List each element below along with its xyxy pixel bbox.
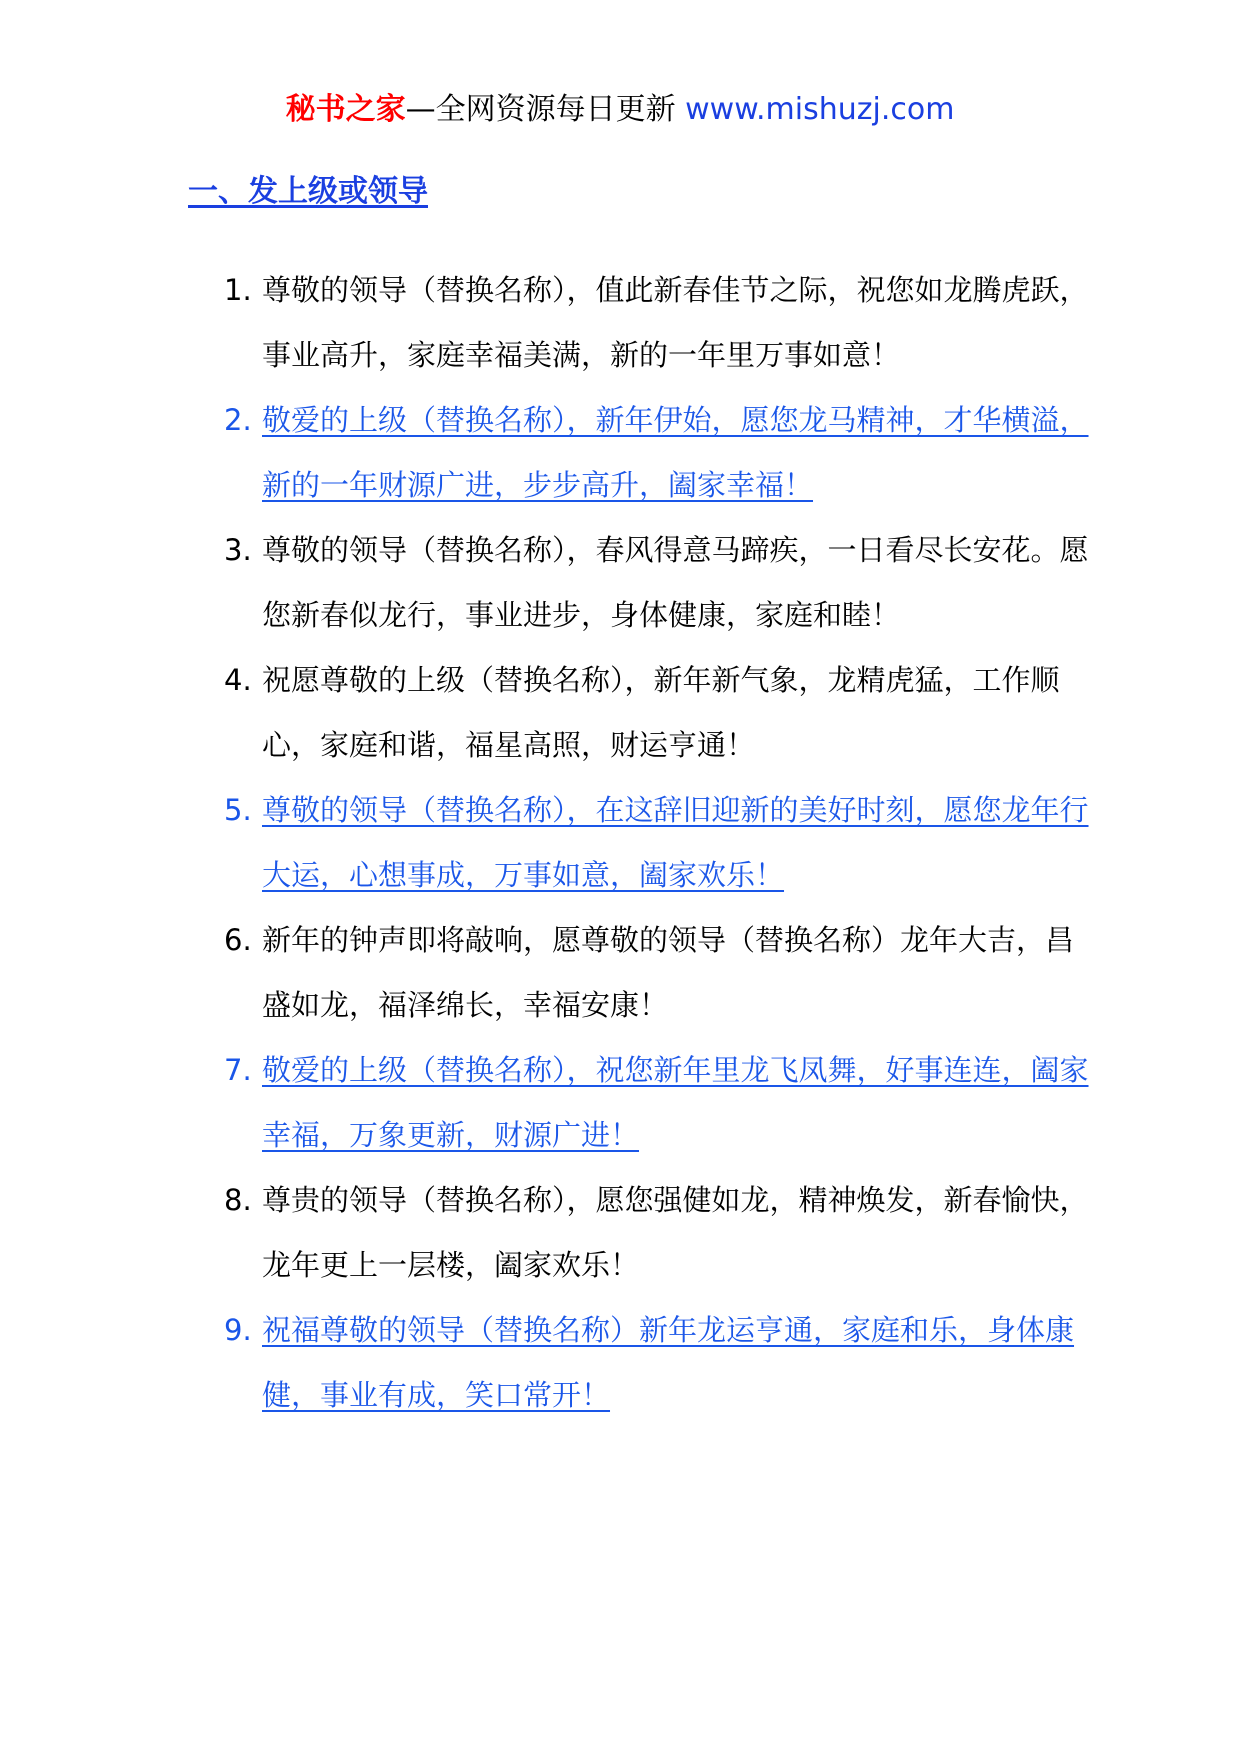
header-tagline: —全网资源每日更新	[405, 92, 686, 127]
list-item-link[interactable]	[222, 778, 1092, 908]
item-text: 尊贵的领导（替换名称），愿您强健如龙，精神焕发，新春愉快，龙年更上一层楼，阖家欢乐！	[262, 1183, 1089, 1282]
item-number: 3.	[224, 533, 252, 567]
item-text: 新年的钟声即将敲响，愿尊敬的领导（替换名称）龙年大吉，昌盛如龙，福泽绵长，幸福安康！	[262, 923, 1075, 1022]
list-item-link[interactable]	[222, 1038, 1092, 1168]
item-text: 祝愿尊敬的上级（替换名称），新年新气象，龙精虎猛，工作顺心，家庭和谐，福星高照，财运亨通！	[262, 663, 1060, 762]
list-item	[222, 258, 1092, 388]
item-number: 4.	[224, 663, 252, 697]
list-item	[222, 648, 1092, 778]
item-text: 尊敬的领导（替换名称），值此新春佳节之际，祝您如龙腾虎跃，事业高升，家庭幸福美满，新的一年里万事如意！	[262, 273, 1089, 372]
list-item	[222, 1168, 1092, 1298]
page-header	[0, 90, 1240, 130]
list-item-link[interactable]	[222, 388, 1092, 518]
item-text[interactable]: 敬爱的上级（替换名称），祝您新年里龙飞凤舞，好事连连，阖家幸福，万象更新，财源广进！	[262, 1053, 1089, 1152]
list-item-link[interactable]	[222, 1298, 1092, 1428]
item-text[interactable]: 敬爱的上级（替换名称），新年伊始，愿您龙马精神，才华横溢，新的一年财源广进，步步高升，阖家幸福！	[262, 403, 1089, 502]
item-number: 9.	[224, 1313, 252, 1347]
greeting-list	[222, 258, 1122, 1428]
item-number: 5.	[224, 793, 252, 827]
item-number: 2.	[224, 403, 252, 437]
item-number: 7.	[224, 1053, 252, 1087]
list-item	[222, 518, 1092, 648]
item-number: 1.	[224, 273, 252, 307]
item-number: 6.	[224, 923, 252, 957]
site-url[interactable]: www.mishuzj.com	[685, 92, 955, 127]
item-text[interactable]: 尊敬的领导（替换名称），在这辞旧迎新的美好时刻，愿您龙年行大运，心想事成，万事如意，阖家欢乐！	[262, 793, 1089, 892]
item-number: 8.	[224, 1183, 252, 1217]
item-text[interactable]: 祝福尊敬的领导（替换名称）新年龙运亨通，家庭和乐，身体康健，事业有成，笑口常开！	[262, 1313, 1075, 1412]
brand-name: 秘书之家	[285, 92, 406, 127]
section-heading[interactable]: 一、发上级或领导	[188, 174, 428, 209]
list-item	[222, 908, 1092, 1038]
item-text: 尊敬的领导（替换名称），春风得意马蹄疾，一日看尽长安花。愿您新春似龙行，事业进步，身体健康，家庭和睦！	[262, 533, 1089, 632]
